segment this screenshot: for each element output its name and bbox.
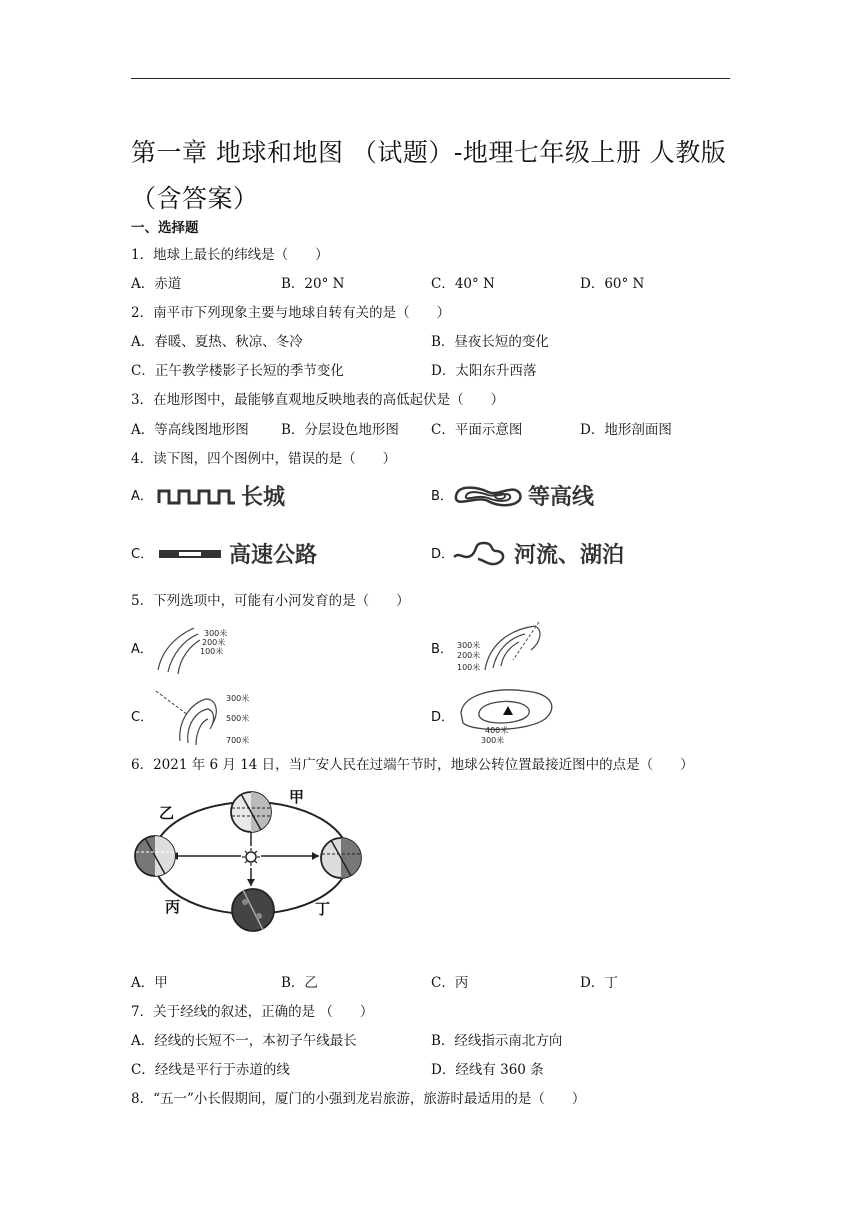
q2-stem: 2．南平市下列现象主要与地球自转有关的是（ ） [131,305,451,321]
q1-stem: 1．地球上最长的纬线是（ ） [131,247,329,263]
q6-stem: 6．2021 年 6 月 14 日，当广安人民在过端午节时，地球公转位置最接近图中的点是（ ） [131,757,694,773]
q7-option-d: D．经线有 360 条 [431,1062,544,1078]
q5c-contour-label-1: 300米 [226,694,250,703]
q2-option-a: A．春暖、夏热、秋凉、冬冷 [131,334,303,350]
q4-label-d: D． [431,547,455,562]
q7-option-b: B．经线指示南北方向 [431,1033,563,1049]
q1-option-a: A．赤道 [131,276,182,292]
q5-label-d: D． [431,710,455,725]
earth-right [321,838,361,878]
sun-icon [242,848,260,866]
q5b-contour-label-3: 100米 [457,663,481,672]
peak-triangle-icon [503,706,513,715]
q5c-contour-label-2: 500米 [226,714,250,723]
q4-label-c: C． [131,547,154,562]
earth-top [231,792,271,832]
document-title: 第一章 地球和地图 （试题）-地理七年级上册 人教版（含答案） [131,138,727,213]
legend-label-great-wall: 长城 [241,485,286,510]
legend-label-river-lake: 河流、湖泊 [514,543,625,568]
earth-left [135,836,175,876]
q7-stem: 7．关于经线的叙述，正确的是 （ ） [131,1004,374,1020]
q7-option-c: C．经线是平行于赤道的线 [131,1062,290,1078]
q6-option-c: C．丙 [431,975,469,991]
q5d-contour-label-1: 400米 [485,726,509,735]
q4-stem: 4．读下图，四个图例中，错误的是（ ） [131,451,397,467]
q1-option-b: B．20° N [281,276,345,292]
q5-label-c: C． [131,710,154,725]
q2-option-b: B．昼夜长短的变化 [431,334,549,350]
orbit-point-bing: 丙 [165,898,181,916]
earth-orbit-diagram [131,782,371,938]
section-heading: 一、选择题 [131,220,199,236]
q4-legend-great-wall [157,480,285,511]
q2-option-d: D．太阳东升西落 [431,363,537,379]
q3-stem: 3．在地形图中，最能够直观地反映地表的高低起伏是（ ） [131,392,505,408]
q8-stem: 8．“五一”小长假期间，厦门的小强到龙岩旅游，旅游时最适用的是（ ） [131,1091,586,1107]
q2-option-c: C．正午教学楼影子长短的季节变化 [131,363,344,379]
header-rule [131,78,730,79]
q5-label-b: B． [431,642,453,657]
q5-contour-map-c [150,685,255,747]
q5-contour-map-b [455,620,550,676]
q3-option-a: A．等高线图地形图 [131,422,249,438]
contour-symbol-icon [452,481,524,511]
q5c-contour-label-3: 700米 [226,736,250,745]
orbit-point-ding: 丁 [315,900,331,918]
q4-legend-expressway [157,538,317,569]
q6-option-b: B．乙 [281,975,318,991]
q4-label-a: A． [131,489,153,504]
q5-label-a: A． [131,642,153,657]
river-lake-symbol-icon [452,539,510,569]
q5a-contour-label-2: 200米 [202,638,226,647]
q5-contour-map-a [150,620,240,676]
q7-option-a: A．经线的长短不一，本初子午线最长 [131,1033,357,1049]
q5a-contour-label-3: 100米 [200,647,224,656]
orbit-point-jia: 甲 [289,788,305,806]
earth-bottom [232,889,274,931]
q6-option-a: A．甲 [131,975,168,991]
orbit-point-yi: 乙 [159,804,175,822]
q5-contour-map-d [455,683,565,747]
q5a-contour-label-1: 300米 [204,629,228,638]
q5b-contour-label-2: 200米 [457,651,481,660]
legend-label-contour: 等高线 [528,485,595,510]
q6-option-d: D．丁 [580,975,618,991]
great-wall-symbol-icon [157,482,237,510]
q5b-contour-label-1: 300米 [457,641,481,650]
q4-legend-contour [452,480,594,511]
q5d-contour-label-2: 300米 [481,736,505,745]
q3-option-d: D．地形剖面图 [580,422,672,438]
q3-option-c: C．平面示意图 [431,422,523,438]
q4-label-b: B． [431,489,453,504]
expressway-symbol-icon [157,540,225,568]
q4-legend-river-lake [452,538,624,569]
q5-stem: 5．下列选项中，可能有小河发育的是（ ） [131,593,410,609]
q3-option-b: B．分层设色地形图 [281,422,399,438]
q1-option-c: C．40° N [431,276,495,292]
q1-option-d: D．60° N [580,276,645,292]
legend-label-expressway: 高速公路 [229,543,318,568]
